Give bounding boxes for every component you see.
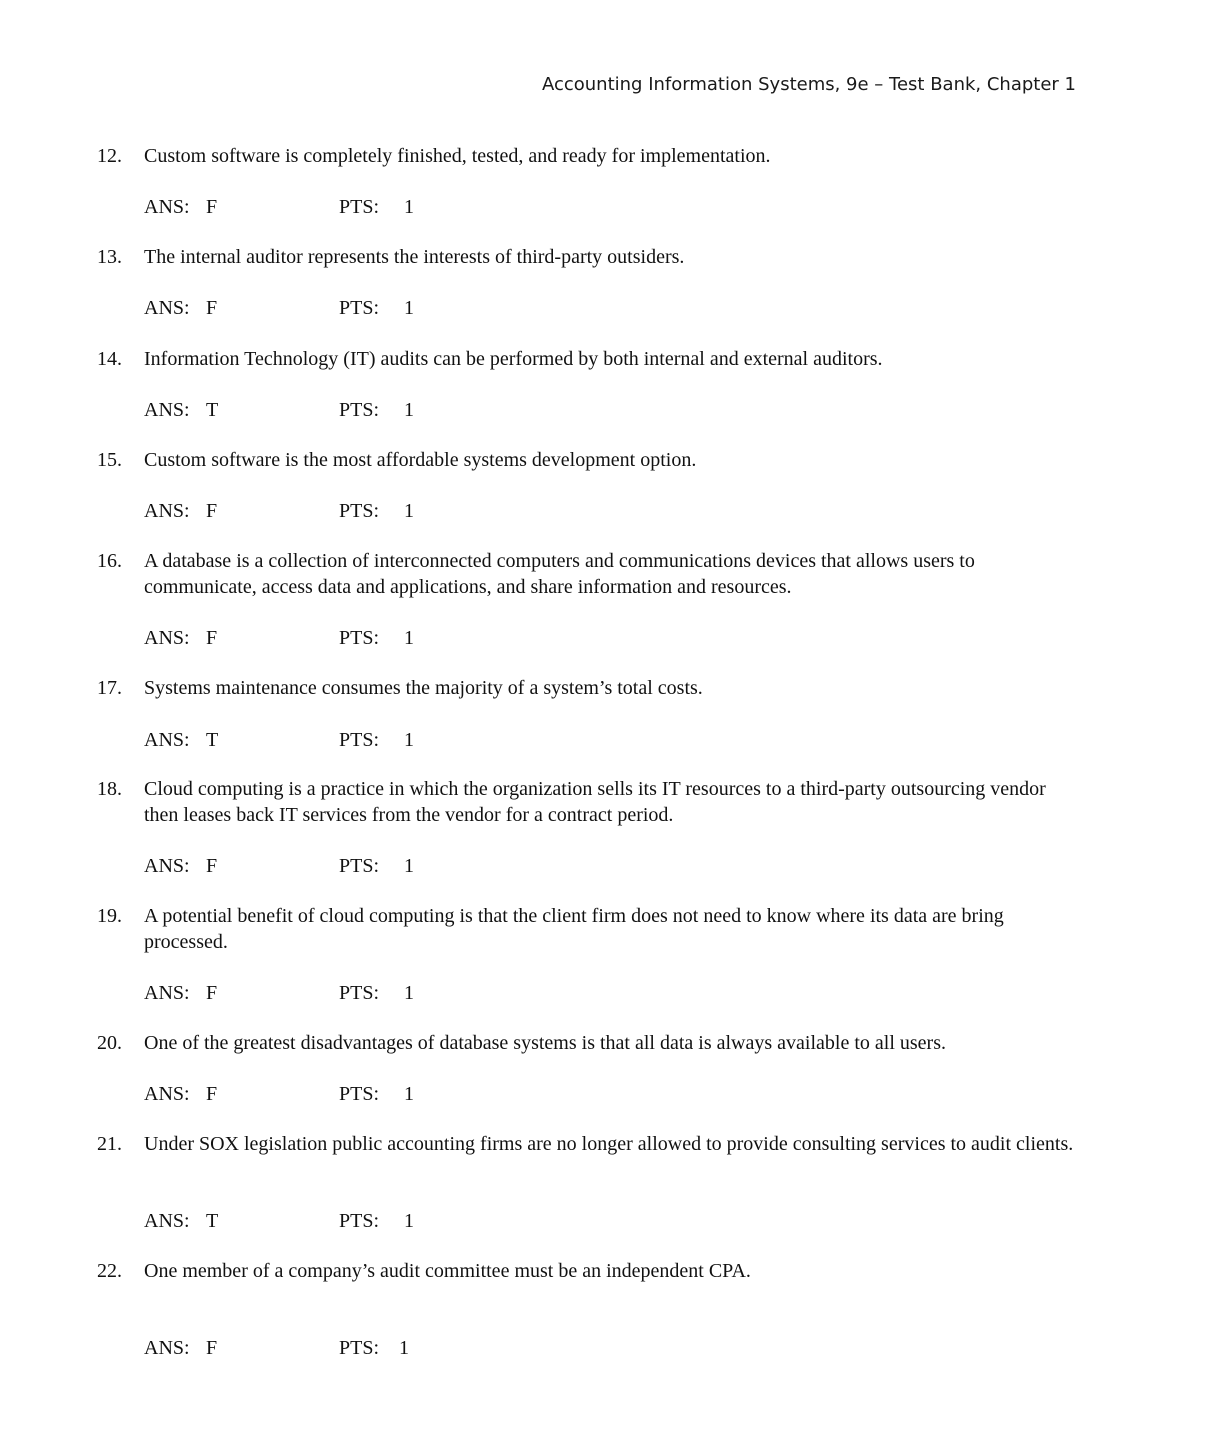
points-value: 1 [404, 1210, 414, 1232]
question-number: 20. [97, 1032, 122, 1054]
question-text: Systems maintenance consumes the majority of a system’s total costs. [144, 677, 703, 699]
points-value: 1 [404, 1083, 414, 1105]
points-label: PTS: [339, 729, 380, 751]
question-number: 22. [97, 1260, 122, 1282]
answer-value: T [206, 1210, 219, 1232]
answer-value: F [206, 297, 218, 319]
answer-label: ANS: [144, 399, 190, 421]
answer-value: T [206, 399, 219, 421]
points-value: 1 [404, 855, 414, 877]
question-text: One of the greatest disadvantages of database systems is that all data is always available to all users. [144, 1032, 946, 1054]
question-number: 17. [97, 677, 122, 699]
points-value: 1 [404, 500, 414, 522]
answer-label: ANS: [144, 855, 190, 877]
answer-value: F [206, 500, 218, 522]
answer-label: ANS: [144, 982, 190, 1004]
question-number: 16. [97, 550, 122, 572]
question-text: Under SOX legislation public accounting firms are no longer allowed to provide consulting services to audit clients. [144, 1133, 1074, 1155]
answer-label: ANS: [144, 500, 190, 522]
question-text: Information Technology (IT) audits can be performed by both internal and external auditors. [144, 348, 883, 370]
points-value: 1 [404, 627, 414, 649]
question-text: A database is a collection of interconnected computers and communications devices that allows users to communicate, access data and applications, and share information and resources. [144, 550, 975, 598]
question-number: 21. [97, 1133, 122, 1155]
answer-value: F [206, 1337, 218, 1359]
answer-label: ANS: [144, 1337, 190, 1359]
question-text: Custom software is completely finished, tested, and ready for implementation. [144, 145, 771, 167]
answer-label: ANS: [144, 297, 190, 319]
points-label: PTS: [339, 1083, 380, 1105]
question-number: 15. [97, 449, 122, 471]
answer-label: ANS: [144, 1083, 190, 1105]
question-text: The internal auditor represents the interests of third-party outsiders. [144, 246, 685, 268]
points-value: 1 [404, 982, 414, 1004]
points-value: 1 [404, 729, 414, 751]
answer-value: F [206, 855, 218, 877]
points-value: 1 [404, 297, 414, 319]
page-header: Accounting Information Systems, 9e – Test Bank, Chapter 1 [541, 74, 1076, 95]
points-label: PTS: [339, 196, 380, 218]
question-number: 18. [97, 778, 122, 800]
points-label: PTS: [339, 1210, 380, 1232]
question-number: 19. [97, 905, 122, 927]
answer-value: F [206, 982, 218, 1004]
points-label: PTS: [339, 855, 380, 877]
answer-label: ANS: [144, 627, 190, 649]
answer-value: F [206, 1083, 218, 1105]
question-text: One member of a company’s audit committee must be an independent CPA. [144, 1260, 751, 1282]
answer-value: F [206, 196, 218, 218]
points-label: PTS: [339, 500, 380, 522]
question-number: 12. [97, 145, 122, 167]
answer-label: ANS: [144, 729, 190, 751]
answer-label: ANS: [144, 1210, 190, 1232]
points-value: 1 [399, 1337, 409, 1359]
question-text: Custom software is the most affordable systems development option. [144, 449, 697, 471]
points-label: PTS: [339, 297, 380, 319]
question-text: A potential benefit of cloud computing is that the client firm does not need to know where its data are bring processed. [144, 905, 1004, 953]
question-text: Cloud computing is a practice in which the organization sells its IT resources to a third-party outsourcing vendor then leases back IT services from the vendor for a contract period. [144, 778, 1046, 826]
answer-value: F [206, 627, 218, 649]
answer-label: ANS: [144, 196, 190, 218]
points-value: 1 [404, 399, 414, 421]
points-value: 1 [404, 196, 414, 218]
answer-value: T [206, 729, 219, 751]
points-label: PTS: [339, 627, 380, 649]
points-label: PTS: [339, 399, 380, 421]
points-label: PTS: [339, 982, 380, 1004]
points-label: PTS: [339, 1337, 380, 1359]
question-number: 14. [97, 348, 122, 370]
question-number: 13. [97, 246, 122, 268]
